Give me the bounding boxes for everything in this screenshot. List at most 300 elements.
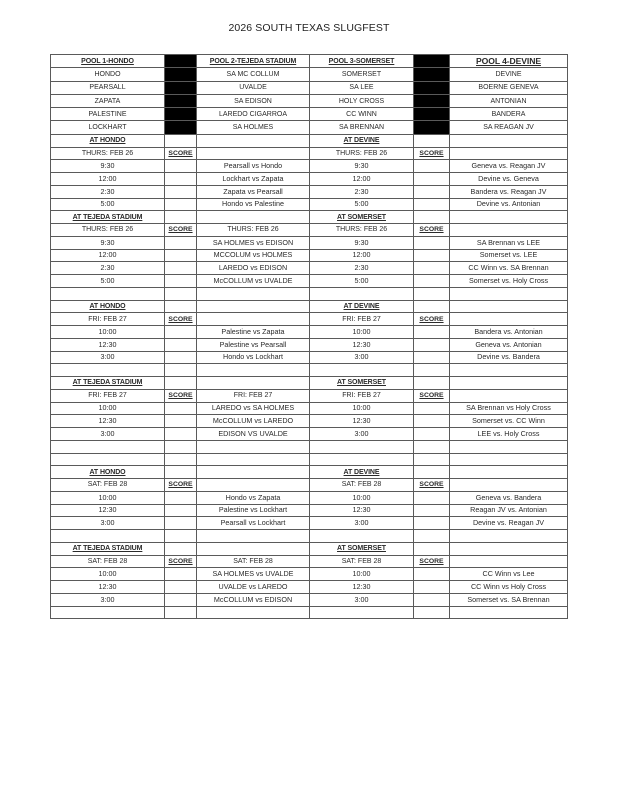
game-row [51, 593, 568, 606]
left-score-cell [165, 185, 197, 198]
left-score-cell [165, 581, 197, 594]
right-game-time [310, 351, 414, 364]
left-score-cell [165, 262, 197, 275]
left-score-cell [165, 568, 197, 581]
right-date-text: SAT: FEB 28 [341, 481, 382, 489]
right-game-time [310, 593, 414, 606]
right-matchup [450, 593, 568, 606]
empty-cell [165, 300, 197, 313]
right-matchup [450, 198, 568, 211]
game-row [51, 402, 568, 415]
blank-cell [51, 530, 165, 543]
left-date [51, 147, 165, 160]
right-site-label-text: AT DEVINE [343, 302, 380, 310]
site-row [51, 134, 568, 147]
blank-cell [197, 530, 310, 543]
left-game-time [51, 249, 165, 262]
left-matchup [197, 160, 310, 173]
right-game-time-text: 10:00 [352, 569, 371, 579]
empty-cell [165, 377, 197, 390]
blank-cell [450, 287, 568, 300]
right-score-cell [414, 402, 450, 415]
game-row [51, 581, 568, 594]
left-game-time [51, 351, 165, 364]
right-game-time-text: 10:00 [352, 492, 371, 502]
score-header [414, 389, 450, 402]
right-score-cell [414, 517, 450, 530]
left-score-cell [165, 428, 197, 441]
score-header [414, 479, 450, 492]
left-site-label-text: AT HONDO [89, 468, 126, 476]
right-game-time-text: 2:30 [354, 186, 369, 196]
score-header-text: SCORE [419, 481, 444, 489]
left-game-time-text: 12:00 [98, 173, 117, 183]
pool-1-team [51, 68, 165, 81]
score-header [165, 389, 197, 402]
right-game-time-text: 5:00 [354, 199, 369, 209]
right-matchup [450, 428, 568, 441]
right-game-time [310, 198, 414, 211]
right-game-time [310, 491, 414, 504]
left-game-time [51, 402, 165, 415]
right-game-time [310, 275, 414, 288]
right-score-cell [414, 185, 450, 198]
left-matchup-text: McCOLLUM vs LAREDO [212, 416, 294, 426]
left-date-text: SAT: FEB 28 [87, 557, 128, 565]
right-matchup-text: Somerset vs. LEE [479, 250, 538, 260]
right-game-time [310, 428, 414, 441]
pool-3-team-text: HOLY CROSS [338, 97, 385, 105]
right-score-cell [414, 236, 450, 249]
pool-1-team-text: LOCKHART [88, 124, 127, 132]
right-game-time-text: 10:00 [352, 403, 371, 413]
left-game-time [51, 428, 165, 441]
right-matchup [450, 249, 568, 262]
right-score-cell [414, 198, 450, 211]
pool-1-team-text: PEARSALL [89, 84, 126, 92]
right-matchup-text: Devine vs. Geneva [478, 173, 539, 183]
right-matchup-text: Devine vs. Antonian [476, 199, 541, 209]
game-row [51, 326, 568, 339]
right-matchup-text: Geneva vs. Reagan JV [471, 161, 546, 171]
right-matchup [450, 160, 568, 173]
empty-cell [165, 542, 197, 555]
left-matchup-text: Hondo vs Palestine [222, 199, 284, 209]
game-row [51, 428, 568, 441]
blank-cell [165, 287, 197, 300]
pool-header [310, 55, 414, 68]
score-header-text: SCORE [419, 149, 444, 157]
left-game-time [51, 593, 165, 606]
right-date [310, 555, 414, 568]
right-game-time-text: 10:00 [352, 326, 371, 336]
left-game-time [51, 198, 165, 211]
left-game-time-text: 12:30 [98, 416, 117, 426]
blank-cell [450, 440, 568, 453]
game-row [51, 568, 568, 581]
left-game-time [51, 160, 165, 173]
left-matchup-text: Palestine vs Lockhart [218, 505, 288, 515]
left-matchup [197, 326, 310, 339]
empty-cell [414, 466, 450, 479]
score-header [165, 313, 197, 326]
pool-2-team [197, 108, 310, 121]
score-header-text: SCORE [168, 557, 193, 565]
left-matchup [197, 428, 310, 441]
right-date [310, 313, 414, 326]
right-matchup [450, 351, 568, 364]
left-matchup [197, 402, 310, 415]
empty-cell [450, 479, 568, 492]
right-matchup-text: SA Brennan vs Holy Cross [466, 403, 551, 413]
mid-date [197, 224, 310, 237]
blank-cell [450, 530, 568, 543]
left-game-time [51, 236, 165, 249]
left-game-time-text: 3:00 [100, 352, 115, 362]
left-score-cell [165, 236, 197, 249]
left-game-time-text: 9:30 [100, 161, 115, 171]
right-matchup-text: Devine vs. Bandera [477, 352, 540, 362]
pool-1-team [51, 121, 165, 134]
right-matchup-text: CC Winn vs Holy Cross [470, 581, 547, 591]
blank-cell [414, 440, 450, 453]
pool-header-row [51, 55, 568, 68]
black-divider [414, 55, 450, 68]
game-row [51, 173, 568, 186]
left-game-time-text: 12:30 [98, 339, 117, 349]
empty-cell [165, 211, 197, 224]
team-row [51, 81, 568, 94]
blank-row [51, 530, 568, 543]
pool-4-team [450, 68, 568, 81]
pool-header [51, 55, 165, 68]
left-game-time [51, 338, 165, 351]
right-date [310, 147, 414, 160]
blank-cell [51, 453, 165, 466]
black-divider [414, 94, 450, 107]
right-game-time-text: 5:00 [354, 275, 369, 285]
pool-4-team-text: BOERNE GENEVA [478, 84, 539, 92]
game-row [51, 338, 568, 351]
right-game-time [310, 185, 414, 198]
right-matchup-text: Bandera vs. Reagan JV [470, 186, 547, 196]
pool-1-team-text: HONDO [94, 70, 121, 78]
left-matchup-text: McCOLLUM vs UVALDE [213, 275, 293, 285]
pool-4-team-text: SA REAGAN JV [483, 124, 534, 132]
right-matchup-text: Somerset vs. CC Winn [472, 416, 545, 426]
date-row [51, 313, 568, 326]
game-row [51, 491, 568, 504]
right-matchup-text: CC Winn vs Lee [482, 569, 535, 579]
pool-2-team-text: LAREDO CIGARROA [218, 110, 288, 118]
right-date-text: THURS: FEB 26 [335, 149, 388, 157]
left-matchup [197, 581, 310, 594]
blank-cell [165, 364, 197, 377]
left-matchup [197, 568, 310, 581]
left-date [51, 389, 165, 402]
blank-cell [310, 530, 414, 543]
blank-cell [197, 287, 310, 300]
left-game-time [51, 326, 165, 339]
blank-cell [51, 440, 165, 453]
left-score-cell [165, 275, 197, 288]
left-game-time-text: 10:00 [98, 403, 117, 413]
right-site-label-text: AT SOMERSET [337, 545, 386, 553]
left-matchup-text: Zapata vs Pearsall [223, 186, 283, 196]
blank-cell [450, 364, 568, 377]
left-matchup [197, 338, 310, 351]
right-matchup [450, 568, 568, 581]
blank-cell [310, 287, 414, 300]
right-score-cell [414, 491, 450, 504]
right-site-label [310, 300, 414, 313]
black-divider [414, 68, 450, 81]
pool-4-team-text: ANTONIAN [490, 97, 527, 105]
empty-cell [450, 555, 568, 568]
pool-2-header: POOL 2-TEJEDA STADIUM [209, 57, 297, 65]
left-matchup [197, 504, 310, 517]
empty-cell [165, 134, 197, 147]
left-matchup [197, 173, 310, 186]
game-row [51, 504, 568, 517]
game-row [51, 275, 568, 288]
black-divider [165, 55, 197, 68]
mid-date [197, 313, 310, 326]
right-game-time-text: 12:30 [352, 581, 371, 591]
empty-cell [414, 377, 450, 390]
left-matchup [197, 275, 310, 288]
right-matchup [450, 504, 568, 517]
blank-cell [197, 440, 310, 453]
left-game-time-text: 5:00 [100, 275, 115, 285]
score-header-text: SCORE [419, 315, 444, 323]
left-score-cell [165, 249, 197, 262]
empty-cell [414, 300, 450, 313]
right-score-cell [414, 415, 450, 428]
right-matchup [450, 415, 568, 428]
score-header-text: SCORE [168, 226, 193, 234]
site-row [51, 300, 568, 313]
pool-1-team [51, 81, 165, 94]
left-game-time-text: 2:30 [100, 186, 115, 196]
pool-header [197, 55, 310, 68]
right-game-time-text: 9:30 [354, 161, 369, 171]
pool-4-team [450, 94, 568, 107]
right-score-cell [414, 262, 450, 275]
pool-3-team-text: SOMERSET [341, 70, 382, 78]
pool-4-team [450, 108, 568, 121]
left-site-label [51, 377, 165, 390]
blank-row [51, 364, 568, 377]
right-matchup-text: Geneva vs. Antonian [475, 339, 542, 349]
left-game-time-text: 12:30 [98, 581, 117, 591]
right-matchup [450, 262, 568, 275]
left-game-time-text: 3:00 [100, 594, 115, 604]
left-matchup [197, 249, 310, 262]
black-divider [165, 121, 197, 134]
blank-row [51, 606, 568, 619]
right-game-time [310, 249, 414, 262]
mid-date-text: THURS: FEB 26 [227, 226, 279, 234]
left-game-time-text: 10:00 [98, 326, 117, 336]
right-matchup [450, 338, 568, 351]
left-matchup [197, 236, 310, 249]
game-row [51, 517, 568, 530]
team-row [51, 108, 568, 121]
left-site-label-text: AT HONDO [89, 302, 126, 310]
left-game-time [51, 568, 165, 581]
score-header-text: SCORE [168, 481, 193, 489]
left-game-time [51, 581, 165, 594]
left-game-time [51, 415, 165, 428]
right-score-cell [414, 593, 450, 606]
left-game-time-text: 5:00 [100, 199, 115, 209]
left-game-time [51, 504, 165, 517]
site-row [51, 466, 568, 479]
left-matchup [197, 351, 310, 364]
left-date [51, 555, 165, 568]
left-site-label-text: AT HONDO [89, 137, 126, 145]
right-matchup [450, 581, 568, 594]
left-score-cell [165, 338, 197, 351]
blank-cell [414, 364, 450, 377]
blank-cell [450, 606, 568, 619]
pool-3-team [310, 108, 414, 121]
blank-cell [197, 364, 310, 377]
right-score-cell [414, 351, 450, 364]
right-score-cell [414, 173, 450, 186]
right-matchup-text: Geneva vs. Bandera [475, 492, 542, 502]
empty-cell [450, 389, 568, 402]
pool-2-team-text: SA HOLMES [232, 124, 274, 132]
date-row [51, 555, 568, 568]
right-date-text: SAT: FEB 28 [341, 557, 382, 565]
right-site-label [310, 377, 414, 390]
empty-cell [165, 466, 197, 479]
blank-cell [310, 453, 414, 466]
left-date [51, 479, 165, 492]
black-divider [414, 108, 450, 121]
game-row [51, 236, 568, 249]
left-matchup-text: Palestine vs Pearsall [219, 339, 287, 349]
empty-cell [197, 211, 310, 224]
right-matchup [450, 402, 568, 415]
left-game-time [51, 275, 165, 288]
team-row [51, 121, 568, 134]
left-site-label [51, 542, 165, 555]
left-matchup-text: Lockhart vs Zapata [222, 173, 284, 183]
blank-cell [51, 364, 165, 377]
mid-date-text: FRI: FEB 27 [233, 392, 273, 400]
empty-cell [450, 313, 568, 326]
mid-date [197, 479, 310, 492]
blank-cell [414, 530, 450, 543]
left-score-cell [165, 593, 197, 606]
left-score-cell [165, 517, 197, 530]
left-site-label-text: AT TEJEDA STADIUM [72, 213, 143, 221]
left-matchup-text: LAREDO vs SA HOLMES [211, 403, 295, 413]
right-game-time [310, 504, 414, 517]
left-date-text: THURS: FEB 26 [81, 149, 134, 157]
right-matchup-text: Devine vs. Reagan JV [472, 518, 545, 528]
pool-1-team-text: ZAPATA [94, 97, 121, 105]
left-game-time-text: 12:00 [98, 250, 117, 260]
score-header-text: SCORE [168, 149, 193, 157]
score-header [165, 479, 197, 492]
right-game-time [310, 262, 414, 275]
left-date-text: FRI: FEB 27 [88, 315, 127, 323]
left-matchup-text: SA HOLMES vs EDISON [212, 237, 294, 247]
left-site-label [51, 466, 165, 479]
score-header [165, 555, 197, 568]
left-date-text: THURS: FEB 26 [81, 226, 134, 234]
left-date [51, 224, 165, 237]
black-divider [165, 94, 197, 107]
left-matchup-text: Hondo vs Lockhart [223, 352, 283, 362]
right-site-label-text: AT SOMERSET [337, 379, 386, 387]
right-score-cell [414, 581, 450, 594]
pool-3-team-text: SA LEE [349, 84, 374, 92]
mid-date [197, 389, 310, 402]
date-row [51, 389, 568, 402]
pool-2-team-text: SA EDISON [234, 97, 272, 105]
right-date-text: FRI: FEB 27 [342, 392, 381, 400]
team-row [51, 68, 568, 81]
game-row [51, 249, 568, 262]
right-game-time [310, 568, 414, 581]
left-score-cell [165, 173, 197, 186]
left-matchup [197, 517, 310, 530]
left-matchup-text: Pearsall vs Lockhart [220, 518, 286, 528]
left-date-text: FRI: FEB 27 [88, 392, 127, 400]
left-matchup [197, 198, 310, 211]
pool-3-team [310, 94, 414, 107]
score-header-text: SCORE [168, 392, 193, 400]
mid-date [197, 147, 310, 160]
right-game-time-text: 12:30 [352, 416, 371, 426]
left-matchup-text: Palestine vs Zapata [221, 326, 285, 336]
empty-cell [450, 300, 568, 313]
right-matchup-text: Somerset vs. Holy Cross [468, 275, 549, 285]
left-matchup [197, 185, 310, 198]
score-header [414, 555, 450, 568]
blank-cell [310, 606, 414, 619]
date-row [51, 479, 568, 492]
pool-4-team-text: BANDERA [491, 110, 526, 118]
empty-cell [414, 542, 450, 555]
left-matchup-text: LAREDO vs EDISON [218, 263, 288, 273]
black-divider [165, 108, 197, 121]
game-row [51, 351, 568, 364]
left-matchup [197, 593, 310, 606]
right-game-time-text: 12:30 [352, 339, 371, 349]
blank-cell [197, 453, 310, 466]
right-site-label-text: AT SOMERSET [337, 213, 386, 221]
game-row [51, 415, 568, 428]
left-site-label-text: AT TEJEDA STADIUM [72, 379, 143, 387]
site-row [51, 542, 568, 555]
pool-3-header: POOL 3-SOMERSET [328, 57, 395, 65]
left-site-label [51, 211, 165, 224]
right-site-label [310, 466, 414, 479]
pool-2-team [197, 121, 310, 134]
right-site-label [310, 134, 414, 147]
right-score-cell [414, 338, 450, 351]
right-matchup-text: Somerset vs. SA Brennan [467, 594, 550, 604]
right-game-time [310, 402, 414, 415]
team-row [51, 94, 568, 107]
left-score-cell [165, 402, 197, 415]
